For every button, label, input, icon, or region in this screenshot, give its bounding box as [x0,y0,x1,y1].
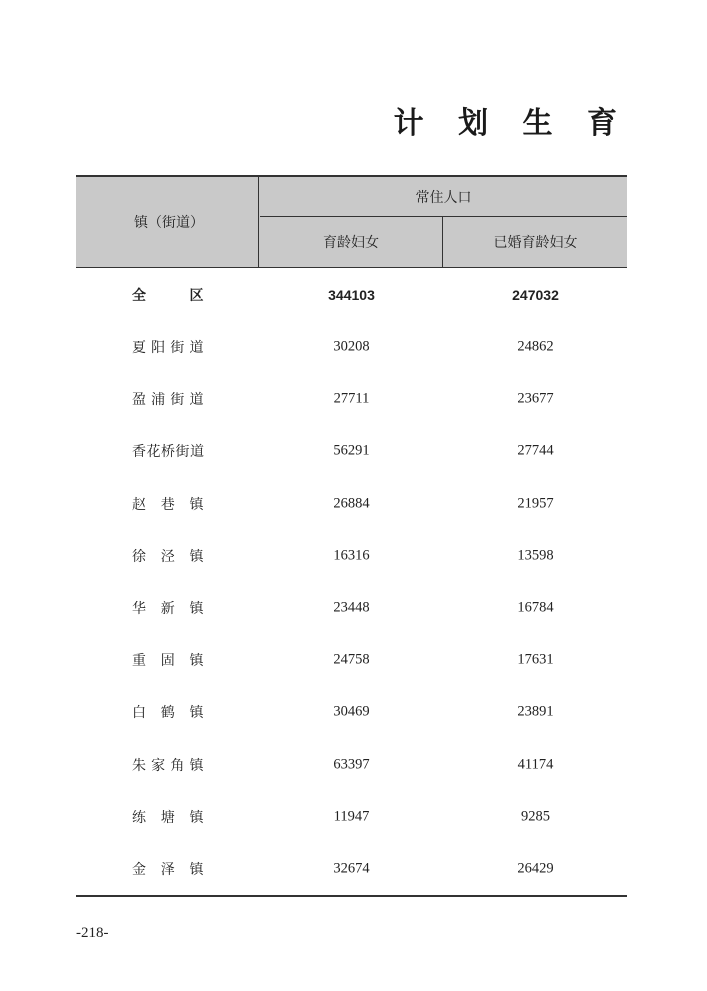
row-childbearing-women: 24758 [333,651,370,668]
table-row [76,791,627,843]
page-title: 计 划 生 育 [393,106,629,141]
row-married-childbearing-women: 16784 [517,599,554,616]
row-married-childbearing-women: 247032 [512,286,559,303]
row-name: 朱家角镇 [132,757,204,774]
row-married-childbearing-women: 23677 [517,390,554,407]
row-name: 白鹤镇 [132,705,204,722]
row-name: 华新镇 [132,601,204,618]
table-row [76,582,627,634]
row-childbearing-women: 30469 [333,703,370,720]
table-body [76,268,627,897]
data-table [76,175,627,897]
row-childbearing-women: 32674 [333,860,370,877]
row-childbearing-women: 23448 [333,599,370,616]
row-married-childbearing-women: 13598 [517,547,554,564]
table-row [76,634,627,686]
row-name: 全区 [132,287,204,304]
row-name: 夏阳街道 [132,340,204,357]
row-childbearing-women: 16316 [333,547,370,564]
row-married-childbearing-women: 24862 [517,338,554,355]
row-name: 赵巷镇 [132,496,204,513]
row-married-childbearing-women: 9285 [521,808,550,825]
row-name: 香花桥街道 [132,444,205,461]
row-married-childbearing-women: 23891 [517,703,554,720]
row-married-childbearing-women: 21957 [517,495,554,512]
row-childbearing-women: 30208 [333,338,370,355]
table-row [76,478,627,530]
header-resident-population: 常住人口 [260,177,627,217]
row-childbearing-women: 63397 [333,756,370,773]
table-row [76,686,627,738]
row-married-childbearing-women: 41174 [517,756,554,773]
row-name: 金泽镇 [132,861,204,878]
row-childbearing-women: 11947 [333,808,370,825]
table-row [76,530,627,582]
table-row [76,843,627,895]
table-row [76,425,627,477]
page-number: -218- [76,925,109,941]
row-name: 练塘镇 [132,809,204,826]
row-married-childbearing-women: 17631 [517,651,554,668]
header-childbearing-women: 育龄妇女 [260,217,443,267]
table-row-total [76,268,627,321]
row-childbearing-women: 344103 [328,286,375,303]
table-row [76,321,627,373]
header-married-childbearing-women: 已婚育龄妇女 [493,235,578,251]
row-name: 重固镇 [132,653,204,670]
row-childbearing-women: 26884 [333,495,370,512]
table-header [76,175,627,268]
header-district: 镇（街道） [76,177,259,267]
table-row [76,373,627,425]
row-childbearing-women: 56291 [333,442,370,459]
row-name: 徐泾镇 [132,548,204,565]
row-married-childbearing-women: 27744 [517,442,554,459]
row-married-childbearing-women: 26429 [517,860,554,877]
row-childbearing-women: 27711 [333,390,370,407]
row-name: 盈浦街道 [132,392,204,409]
table-row [76,739,627,791]
